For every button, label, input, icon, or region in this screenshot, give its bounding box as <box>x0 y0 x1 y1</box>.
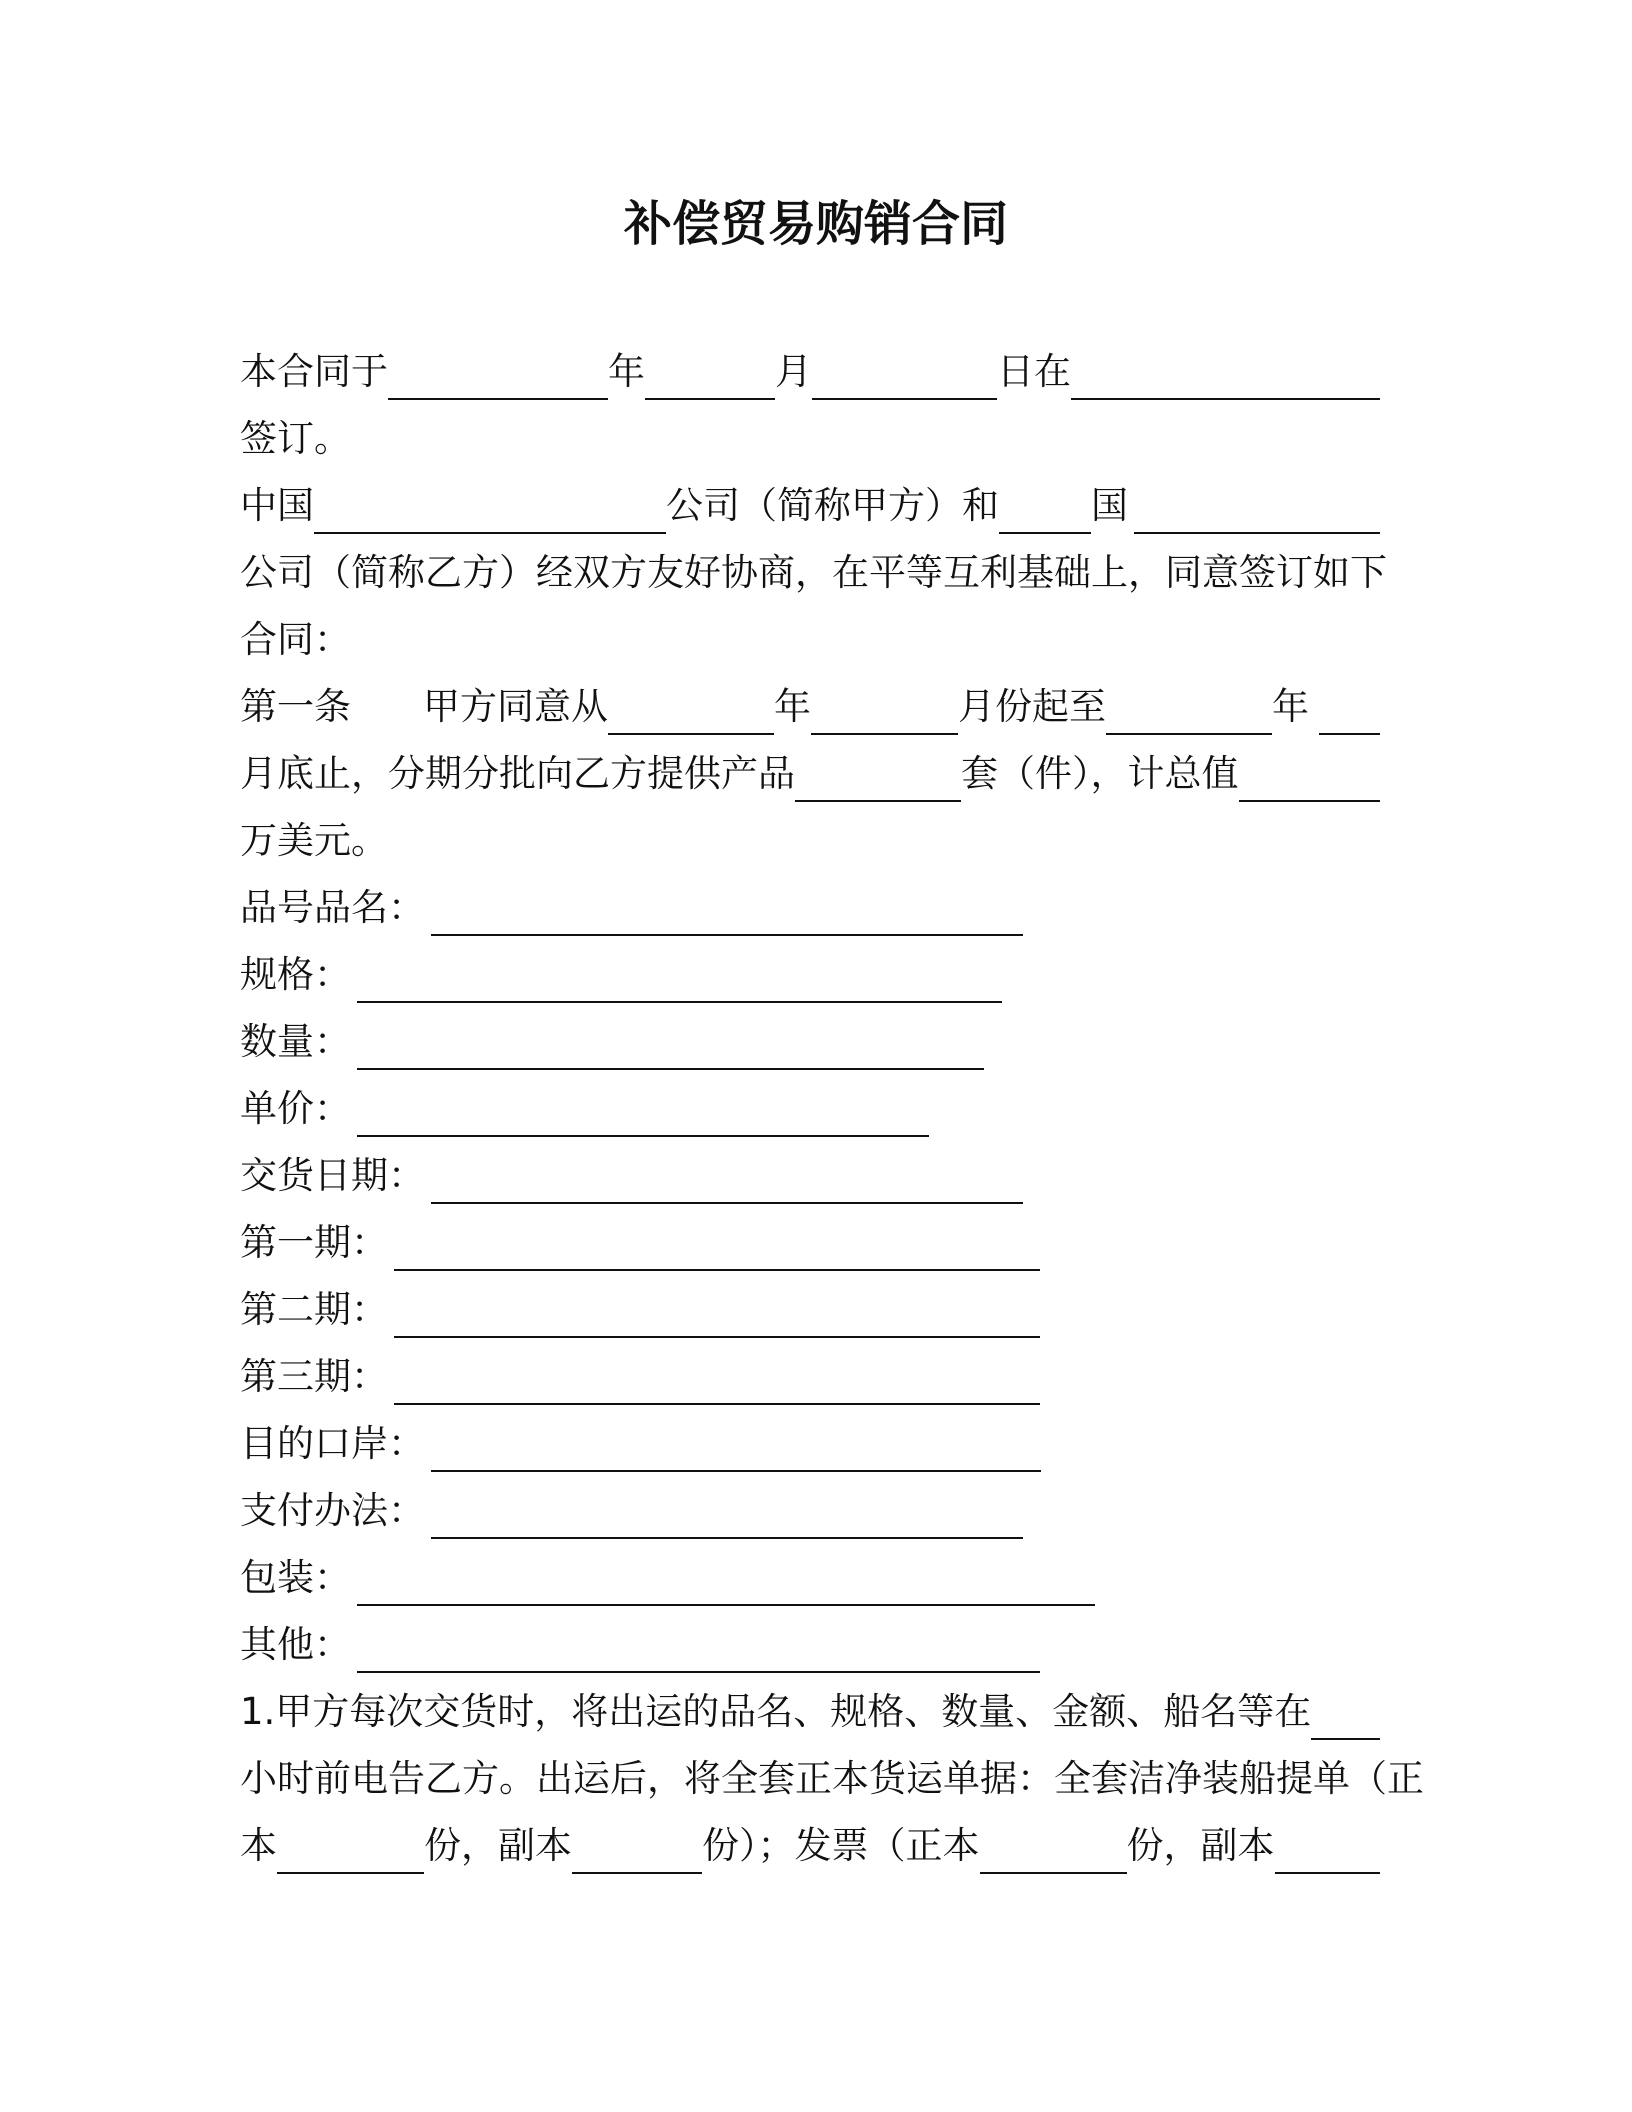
field-label: 支付办法： <box>240 1489 425 1532</box>
label-party-a-agrees: 甲方同意从 <box>423 685 608 728</box>
field-phase-2 <box>240 1271 1380 1338</box>
field-label: 数量： <box>240 1020 351 1063</box>
clause-1-text: 1.甲方每次交货时，将出运的品名、规格、数量、金额、船名等在 <box>240 1690 1312 1733</box>
field-label: 单价： <box>240 1087 351 1130</box>
label-supply-products: 月底止，分期分批向乙方提供产品 <box>240 752 795 795</box>
blank-invoice-duplicate-copies[interactable] <box>1275 1836 1381 1874</box>
label-month: 月 <box>775 350 812 393</box>
field-blank[interactable] <box>431 898 1023 936</box>
field-label: 交货日期： <box>240 1154 425 1197</box>
field-blank[interactable] <box>394 1300 1040 1338</box>
blank-month[interactable] <box>645 362 775 400</box>
clause-1-line-2 <box>240 1740 1424 1807</box>
field-packaging <box>240 1539 1380 1606</box>
label-year: 年 <box>1272 685 1309 728</box>
parties-line <box>240 467 1380 534</box>
blank-start-month[interactable] <box>811 697 958 735</box>
clause-1-line-1 <box>240 1673 1380 1740</box>
label-invoice-original: 份）；发票（正本 <box>702 1824 980 1867</box>
field-blank[interactable] <box>431 1501 1023 1539</box>
blank-sets[interactable] <box>795 764 961 802</box>
blank-day[interactable] <box>812 362 997 400</box>
clause-1-line-3 <box>240 1807 1380 1874</box>
label-contract-colon: 合同： <box>240 618 351 661</box>
blank-start-year[interactable] <box>608 697 774 735</box>
blank-bl-original-copies[interactable] <box>277 1836 424 1874</box>
label-copies-duplicate-2: 份，副本 <box>1126 1824 1275 1867</box>
label-china: 中国 <box>240 484 314 527</box>
blank-end-year[interactable] <box>1106 697 1272 735</box>
article-1-line-1 <box>240 668 1380 735</box>
field-blank[interactable] <box>394 1367 1040 1405</box>
label-year: 年 <box>774 685 811 728</box>
label-party-a: 公司（简称甲方）和 <box>666 484 999 527</box>
article-1-line-3 <box>240 802 1380 869</box>
field-spec <box>240 936 1380 1003</box>
field-blank[interactable] <box>357 965 1002 1003</box>
label-copies-duplicate: 份，副本 <box>424 1824 572 1867</box>
blank-country[interactable] <box>999 496 1091 534</box>
blank-end-month[interactable] <box>1319 697 1380 735</box>
article-1-line-2 <box>240 735 1380 802</box>
field-blank[interactable] <box>357 1635 1040 1673</box>
article-1-heading: 第一条 <box>240 685 351 728</box>
field-phase-1 <box>240 1204 1380 1271</box>
field-label: 第二期： <box>240 1288 388 1331</box>
field-label: 包装： <box>240 1556 351 1599</box>
blank-total-value[interactable] <box>1239 764 1381 802</box>
blank-party-a-company[interactable] <box>314 496 666 534</box>
signing-date-line <box>240 333 1380 400</box>
field-delivery-date <box>240 1137 1380 1204</box>
field-blank[interactable] <box>431 1166 1023 1204</box>
field-quantity <box>240 1003 1380 1070</box>
field-blank[interactable] <box>431 1434 1041 1472</box>
blank-hours[interactable] <box>1311 1702 1380 1740</box>
blank-bl-duplicate-copies[interactable] <box>572 1836 702 1874</box>
label-contract-on: 本合同于 <box>240 350 388 393</box>
signed-line <box>240 400 1380 467</box>
label-agreement: 公司（简称乙方）经双方友好协商，在平等互利基础上，同意签订如下 <box>240 551 1387 594</box>
field-destination-port <box>240 1405 1380 1472</box>
field-label: 目的口岸： <box>240 1422 425 1465</box>
blank-year[interactable] <box>388 362 608 400</box>
contract-body <box>240 333 1424 1874</box>
contract-colon-line <box>240 601 1380 668</box>
label-original: 本 <box>240 1824 277 1867</box>
label-total-value: 套（件），计总值 <box>961 752 1239 795</box>
field-label: 第三期： <box>240 1355 388 1398</box>
label-month-to: 月份起至 <box>958 685 1106 728</box>
label-day-at: 日在 <box>997 350 1071 393</box>
field-unit-price <box>240 1070 1380 1137</box>
label-country: 国 <box>1091 484 1128 527</box>
blank-place[interactable] <box>1071 362 1380 400</box>
clause-1-text-cont: 小时前电告乙方。出运后，将全套正本货运单据：全套洁净装船提单（正 <box>240 1757 1424 1800</box>
field-label: 规格： <box>240 953 351 996</box>
field-label: 品号品名： <box>240 886 425 929</box>
label-usd: 万美元。 <box>240 819 388 862</box>
label-year: 年 <box>608 350 645 393</box>
field-payment <box>240 1472 1380 1539</box>
field-blank[interactable] <box>394 1233 1040 1271</box>
field-label: 其他： <box>240 1623 351 1666</box>
field-label: 第一期： <box>240 1221 388 1264</box>
agreement-line <box>240 534 1387 601</box>
field-item-name <box>240 869 1380 936</box>
blank-invoice-original-copies[interactable] <box>980 1836 1127 1874</box>
field-blank[interactable] <box>357 1032 984 1070</box>
label-signed: 签订。 <box>240 417 351 460</box>
field-phase-3 <box>240 1338 1380 1405</box>
field-blank[interactable] <box>357 1099 929 1137</box>
document-title: 补偿贸易购销合同 <box>623 196 1008 252</box>
field-blank[interactable] <box>357 1568 1095 1606</box>
field-other <box>240 1606 1380 1673</box>
blank-party-b-company[interactable] <box>1134 496 1380 534</box>
